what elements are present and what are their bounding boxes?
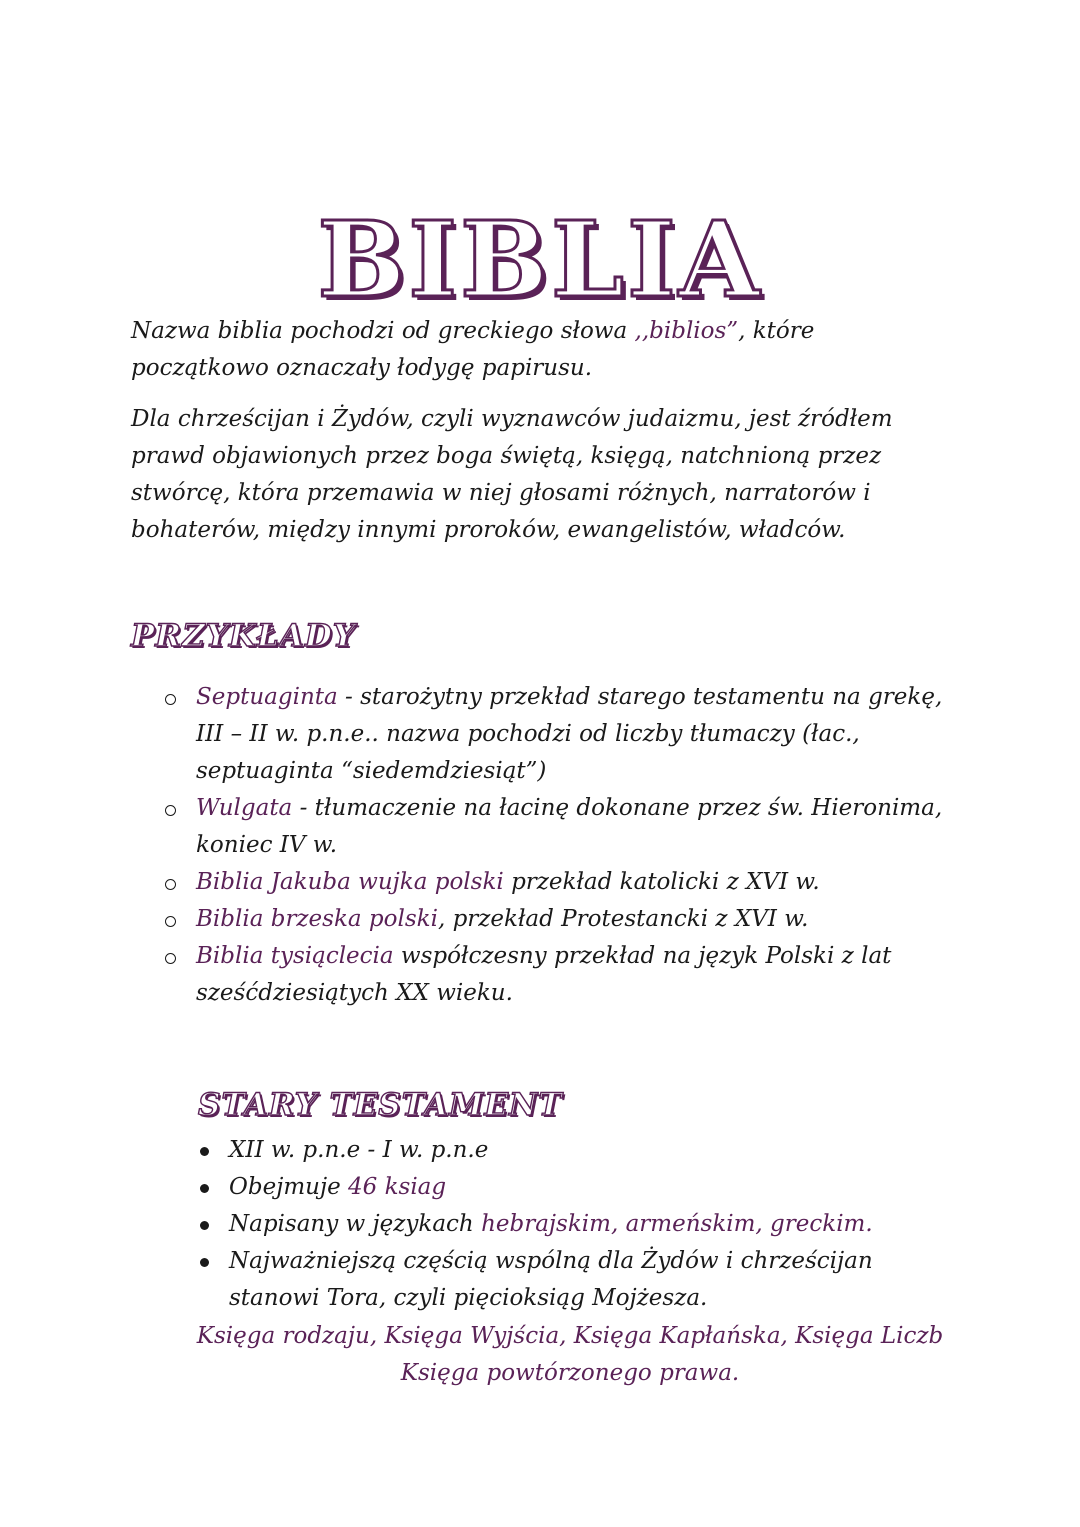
old-testament-languages-label: Napisany w językach (229, 1211, 482, 1237)
old-testament-count: 46 ksiag (348, 1174, 447, 1200)
old-testament-list (198, 1132, 958, 1317)
intro-highlight-biblios: ,,biblios” (634, 318, 739, 344)
list-item (160, 938, 960, 1012)
intro-text-after: , które początkowo oznaczały łodygę papirusu. (131, 318, 815, 381)
list-item-term: Biblia tysiąclecia (196, 943, 394, 969)
list-item-description: - tłumaczenie na łacinę dokonane przez św. Hieronima, koniec IV w. (196, 795, 943, 858)
intro-paragraph-etymology (131, 313, 951, 387)
list-item (198, 1132, 958, 1169)
list-item (160, 864, 960, 901)
list-item (198, 1169, 958, 1206)
list-item-description: przekład katolicki z XVI w. (503, 869, 820, 895)
list-item-term: Septuaginta (196, 684, 338, 710)
old-testament-period: XII w. p.n.e - I w. p.n.e (229, 1137, 489, 1163)
torah-books-line-2: Księga powtórzonego prawa. (400, 1360, 740, 1386)
list-item-description: , przekład Protestancki z XVI w. (437, 906, 809, 932)
intro-paragraph-meaning: Dla chrześcijan i Żydów, czyli wyznawców judaizmu, jest źródłem prawd objawionych przez boga świętą, księgą, natchnioną przez stwórcę, która przemawia w niej głosami różnych, narratorów i bohaterów, między innymi proroków, ewangelistów, władców. (131, 406, 893, 543)
list-item-term: Wulgata (196, 795, 293, 821)
examples-list (160, 679, 960, 1012)
old-testament-heading: STARY TESTAMENT (198, 1087, 563, 1123)
torah-books (150, 1318, 990, 1392)
old-testament-languages: hebrajskim, armeńskim, greckim. (481, 1211, 873, 1237)
list-item (160, 679, 960, 790)
page-title: BIBLIA (317, 197, 763, 321)
list-item (160, 901, 960, 938)
examples-heading: PRZYKŁADY (131, 618, 356, 654)
torah-books-line-1: Księga rodzaju, Księga Wyjścia, Księga Kapłańska, Księga Liczb (196, 1323, 944, 1349)
list-item-description: współczesny przekład na język Polski z lat sześćdziesiątych XX wieku. (196, 943, 892, 1006)
list-item (198, 1206, 958, 1243)
list-item (198, 1243, 958, 1317)
list-item (160, 790, 960, 864)
list-item-term: Biblia brzeska polski (196, 906, 438, 932)
intro-text-before: Nazwa biblia pochodzi od greckiego słowa (131, 318, 635, 344)
old-testament-count-label: Obejmuje (229, 1174, 348, 1200)
old-testament-torah: Najważniejszą częścią wspólną dla Żydów i chrześcijan stanowi Tora, czyli pięcioksiąg Mojżesza. (229, 1248, 873, 1311)
list-item-description: - starożytny przekład starego testamentu na grekę, III – II w. p.n.e.. nazwa pochodzi od liczby tłumaczy (łac., septuaginta “siedemdziesiąt”) (196, 684, 943, 784)
list-item-term: Biblia Jakuba wujka polski (196, 869, 504, 895)
